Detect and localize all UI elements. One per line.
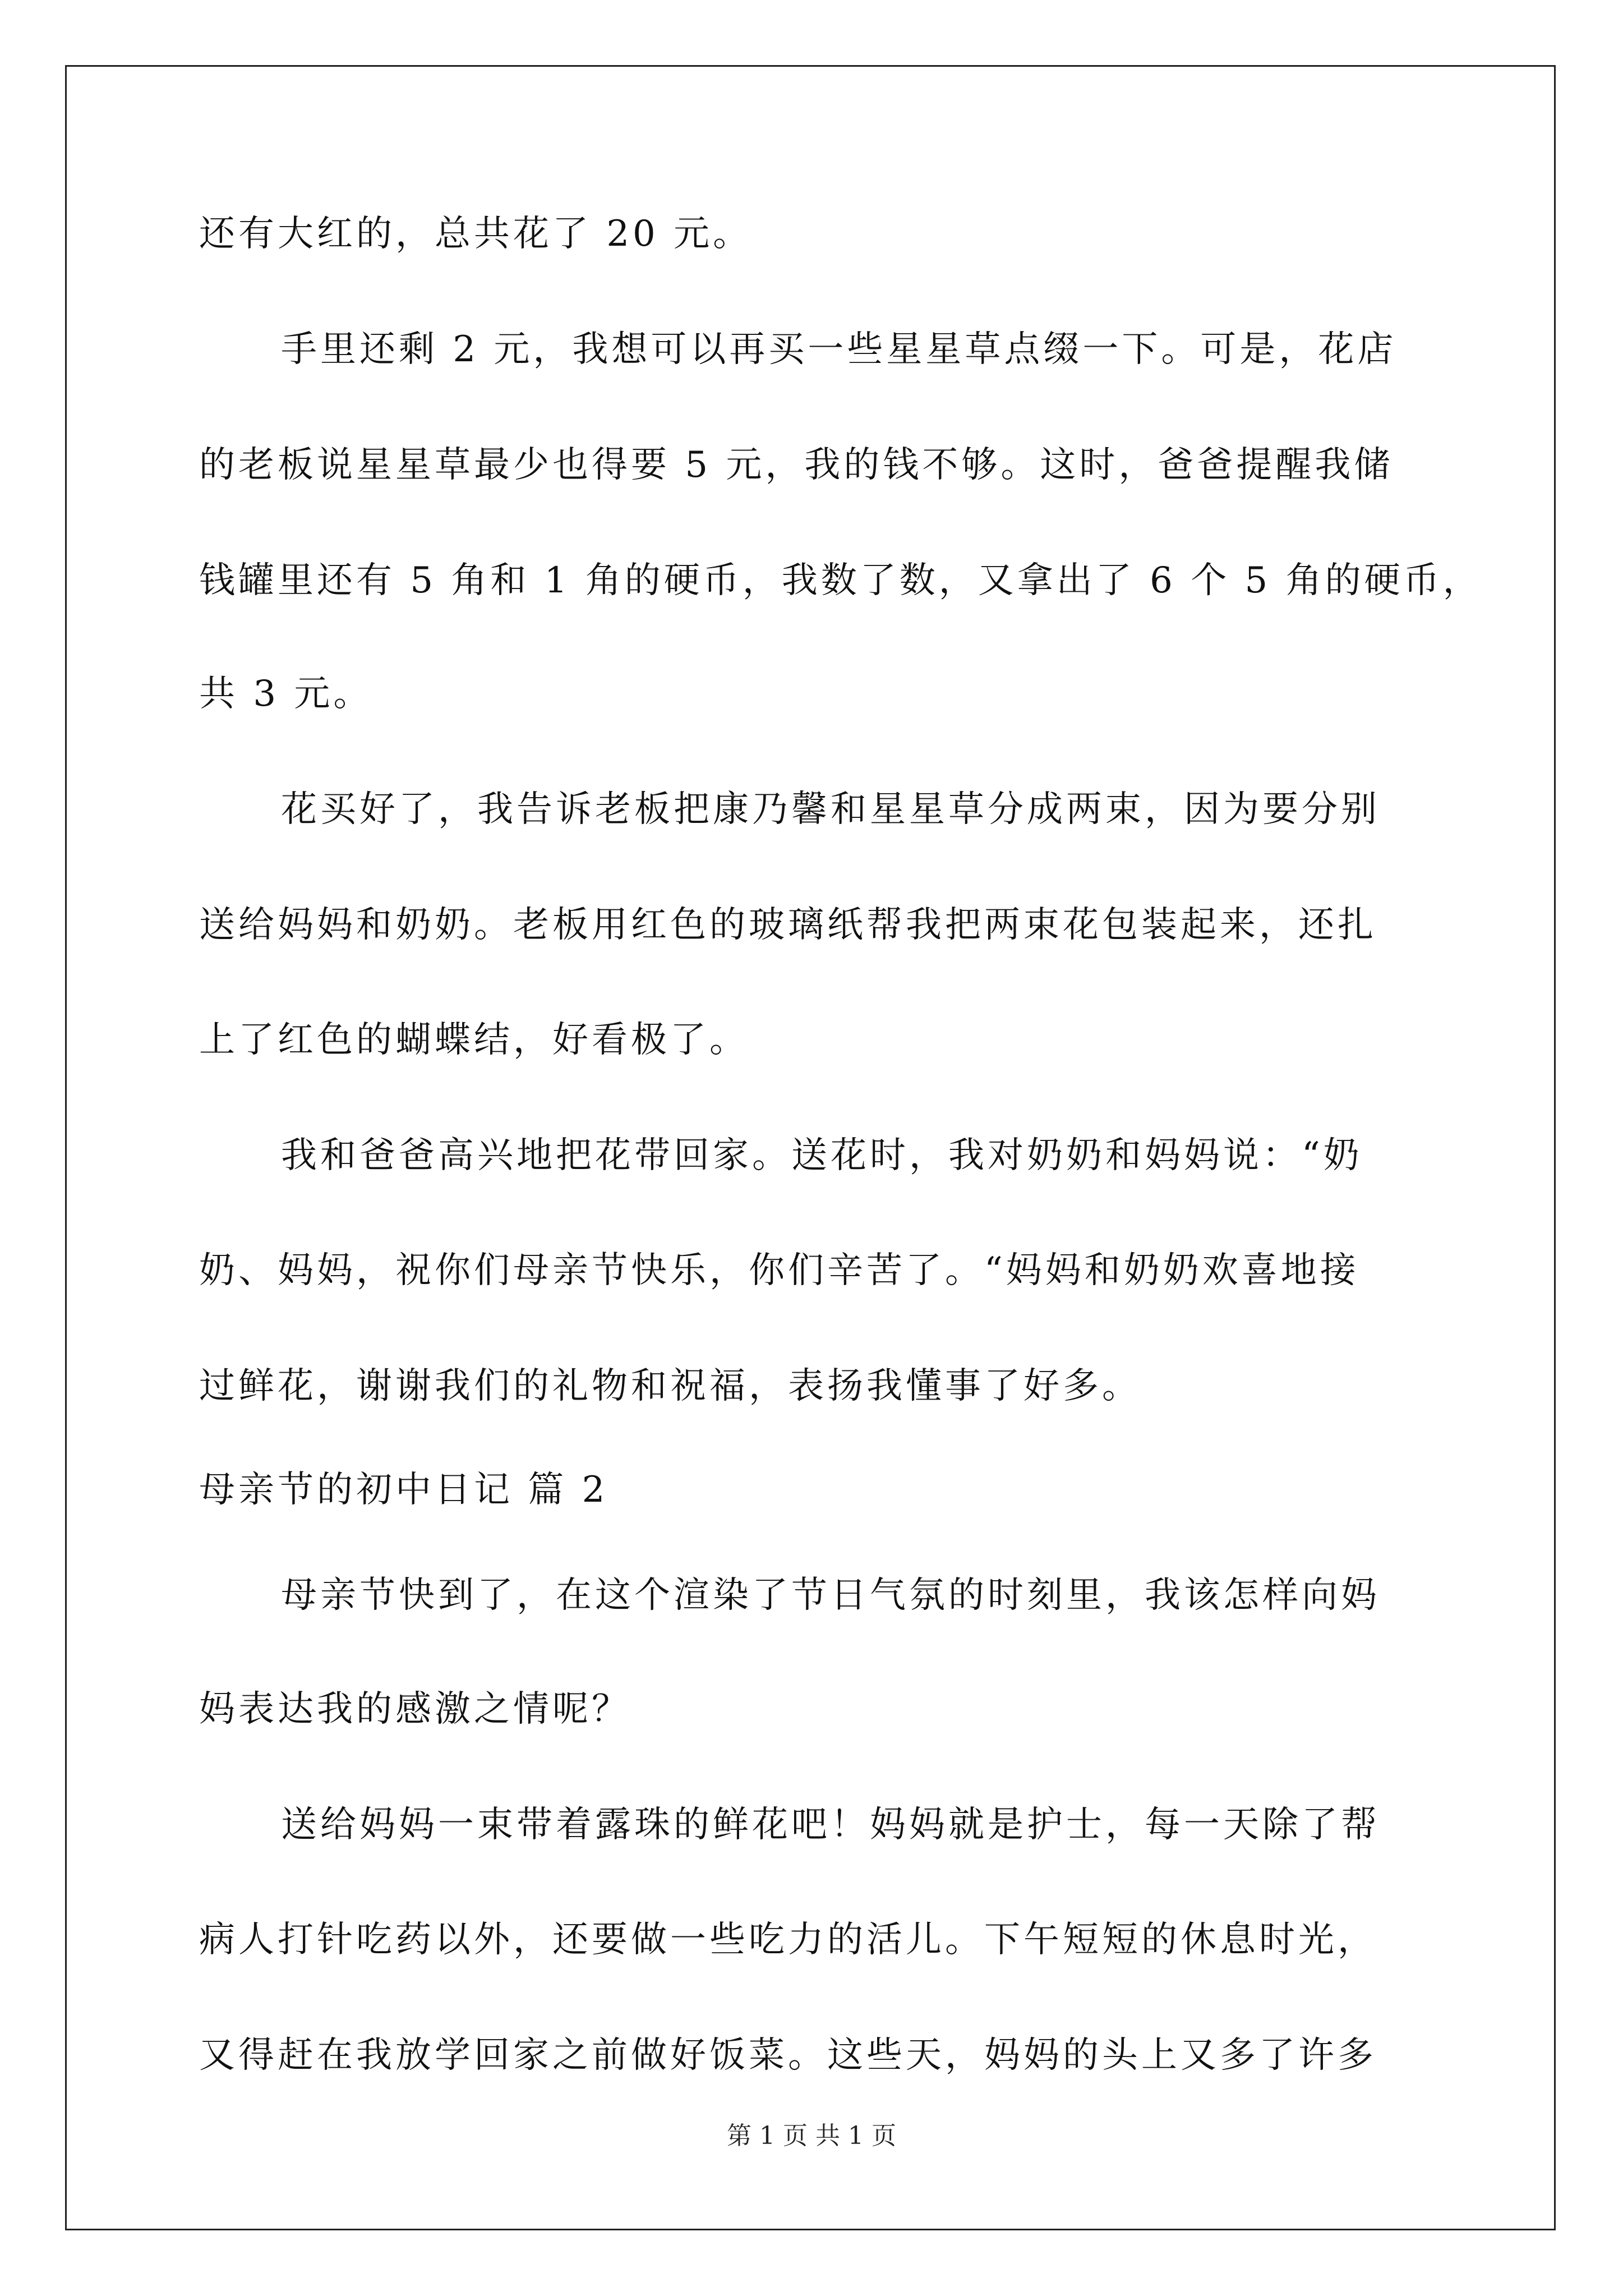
section-heading: 母亲节的初中日记 篇 2 xyxy=(199,1469,608,1511)
paragraph-line: 钱罐里还有 5 角和 1 角的硬币，我数了数，又拿出了 6 个 5 角的硬币， xyxy=(199,560,1482,601)
paragraph-line: 奶、妈妈，祝你们母亲节快乐，你们辛苦了。“妈妈和奶奶欢喜地接 xyxy=(199,1250,1359,1291)
paragraph-line: 过鲜花，谢谢我们的礼物和祝福，表扬我懂事了好多。 xyxy=(199,1365,1141,1407)
paragraph-line: 上了红色的蝴蝶结，好看极了。 xyxy=(199,1019,749,1061)
paragraph-line: 又得赶在我放学回家之前做好饭菜。这些天，妈妈的头上又多了许多 xyxy=(199,2035,1377,2076)
paragraph-line: 送给妈妈一束带着露珠的鲜花吧！妈妈就是护士，每一天除了帮 xyxy=(281,1804,1380,1846)
paragraph-line: 妈表达我的感激之情呢？ xyxy=(199,1688,631,1730)
paragraph-line: 共 3 元。 xyxy=(199,673,373,715)
paragraph-line: 还有大红的，总共花了 20 元。 xyxy=(199,213,753,255)
paragraph-line: 送给妈妈和奶奶。老板用红色的玻璃纸帮我把两束花包装起来，还扎 xyxy=(199,904,1377,946)
page-footer: 第 1 页 共 1 页 xyxy=(727,2122,896,2150)
paragraph-line: 母亲节快到了，在这个渲染了节日气氛的时刻里，我该怎样向妈 xyxy=(281,1575,1380,1616)
paragraph-line: 手里还剩 2 元，我想可以再买一些星星草点缀一下。可是，花店 xyxy=(281,329,1397,370)
paragraph-line: 病人打针吃药以外，还要做一些吃力的活儿。下午短短的休息时光， xyxy=(199,1919,1377,1961)
paragraph-line: 的老板说星星草最少也得要 5 元，我的钱不够。这时，爸爸提醒我储 xyxy=(199,444,1394,486)
paragraph-line: 我和爸爸高兴地把花带回家。送花时，我对奶奶和妈妈说：“奶 xyxy=(281,1135,1363,1176)
paragraph-line: 花买好了，我告诉老板把康乃馨和星星草分成两束，因为要分别 xyxy=(281,789,1380,830)
